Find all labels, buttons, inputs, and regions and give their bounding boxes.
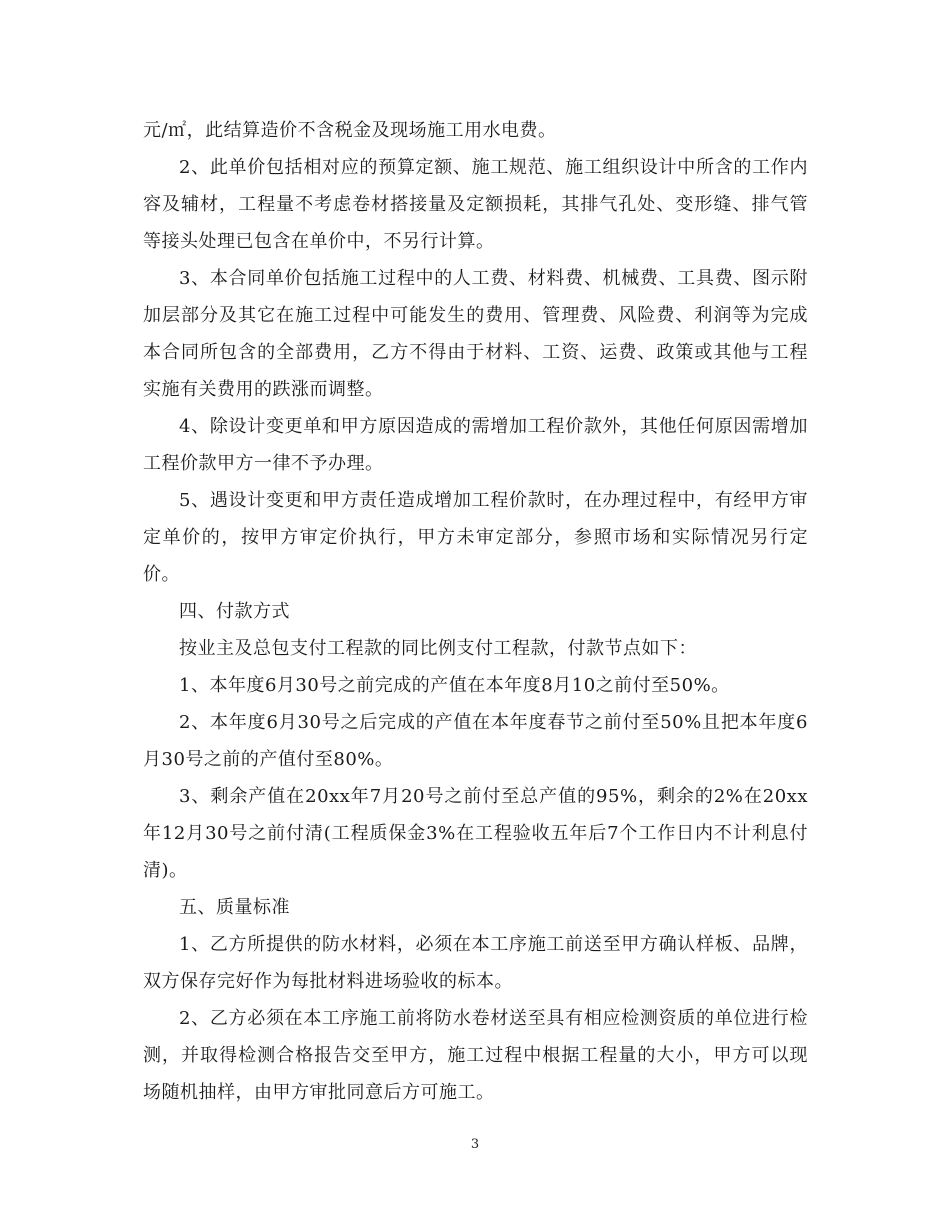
- paragraph-payment-1: 1、本年度6月30号之前完成的产值在本年度8月10之前付至50%。: [179, 675, 730, 696]
- paragraph-quality-2: 2、乙方必须在本工序施工前将防水卷材送至具有相应检测资质的单位进行检测，并取得检测合格报告交至甲方，施工过程中根据工程量的大小，甲方可以现场随机抽样，由甲方审批同意后方可施工。: [143, 1008, 808, 1103]
- section-heading-payment: 四、付款方式: [179, 601, 290, 622]
- paragraph-clause-3: 3、本合同单价包括施工过程中的人工费、材料费、机械费、工具费、图示附加层部分及其它在施工过程中可能发生的费用、管理费、风险费、利润等为完成本合同所包含的全部费用，乙方不得由于材料、工资、运费、政策或其他与工程实施有关费用的跌涨而调整。: [143, 268, 808, 400]
- paragraph-payment-2: 2、本年度6月30号之后完成的产值在本年度春节之前付至50%且把本年度6月30号之前的产值付至80%。: [143, 712, 808, 770]
- paragraph-clause-5: 5、遇设计变更和甲方责任造成增加工程价款时，在办理过程中，有经甲方审定单价的，按甲方审定价执行，甲方未审定部分，参照市场和实际情况另行定价。: [143, 490, 808, 585]
- page-number: 3: [470, 1137, 480, 1152]
- paragraph-clause-4: 4、除设计变更单和甲方原因造成的需增加工程价款外，其他任何原因需增加工程价款甲方一律不予办理。: [143, 416, 808, 474]
- section-heading-quality: 五、质量标准: [179, 897, 290, 918]
- paragraph-quality-1: 1、乙方所提供的防水材料，必须在本工序施工前送至甲方确认样板、品牌，双方保存完好作为每批材料进场验收的标本。: [143, 934, 808, 992]
- paragraph-continuation: 元/㎡，此结算造价不含税金及现场施工用水电费。: [143, 120, 557, 141]
- paragraph-payment-intro: 按业主及总包支付工程款的同比例支付工程款，付款节点如下：: [179, 638, 697, 659]
- document-body: [143, 112, 808, 1111]
- paragraph-clause-2: 2、此单价包括相对应的预算定额、施工规范、施工组织设计中所含的工作内容及辅材，工程量不考虑卷材搭接量及定额损耗，其排气孔处、变形缝、排气管等接头处理已包含在单价中，不另行计算。: [143, 157, 808, 252]
- paragraph-payment-3: 3、剩余产值在20xx年7月20号之前付至总产值的95%，剩余的2%在20xx年12月30号之前付清(工程质保金3%在工程验收五年后7个工作日内不计利息付清)。: [143, 786, 808, 881]
